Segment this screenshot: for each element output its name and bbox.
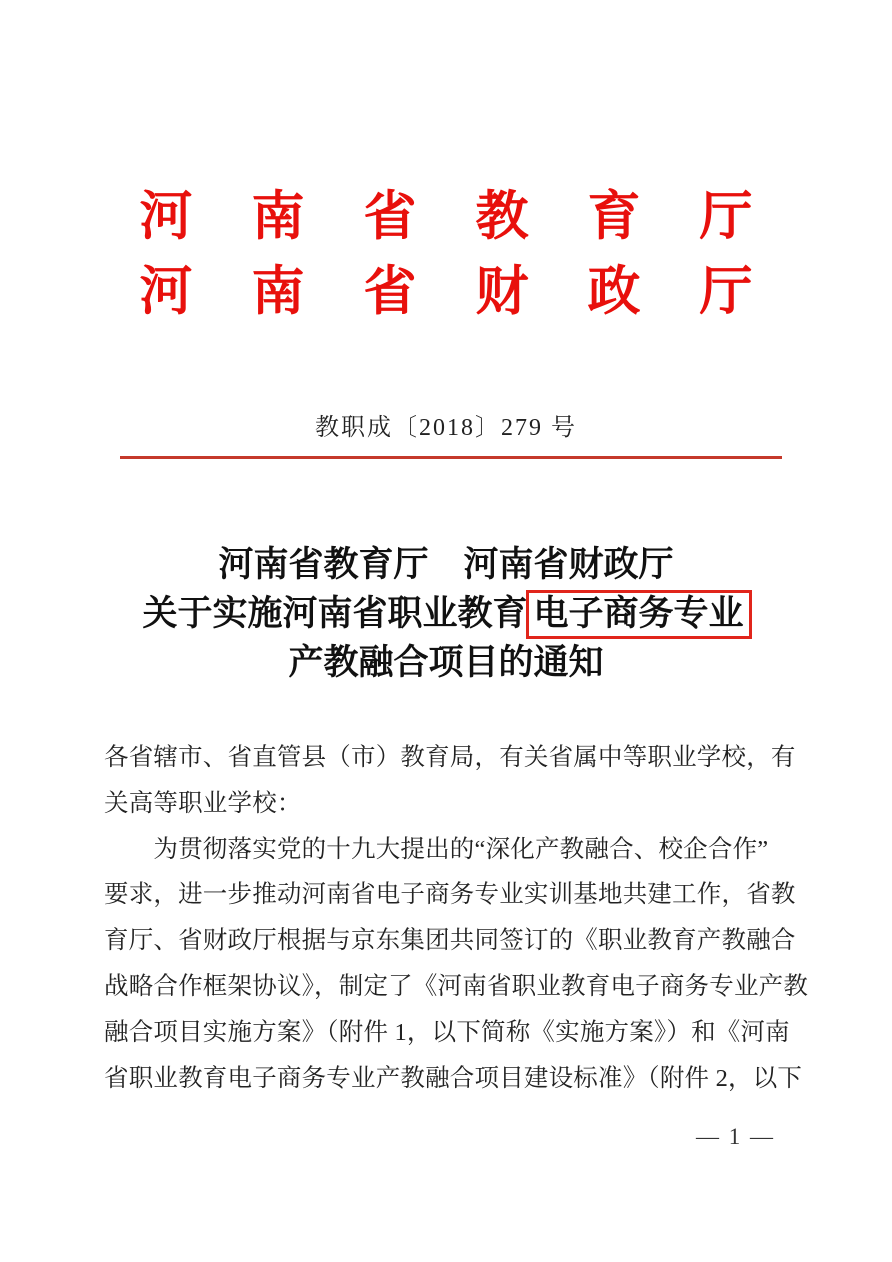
- title-line-2: [0, 589, 892, 638]
- page-number: — 1 —: [696, 1124, 775, 1149]
- document-title: [0, 540, 892, 687]
- title-highlight-box: 电子商务专业: [526, 590, 752, 639]
- body-line: 省职业教育电子商务专业产教融合项目建设标准》（附件 2，以下: [104, 1064, 803, 1092]
- agency-header: [0, 180, 892, 330]
- agency-name-line-2: 河南省财政厅: [139, 263, 812, 321]
- body-line: 融合项目实施方案》（附件 1，以下简称《实施方案》）和《河南: [104, 1018, 790, 1046]
- body-line: 各省辖市、省直管县（市）教育局，有关省属中等职业学校，有: [104, 744, 796, 771]
- body-line: 为贯彻落实党的十九大提出的“深化产教融合、校企合作”: [104, 835, 769, 863]
- agency-name-line-1: 河南省教育厅: [139, 188, 812, 246]
- document-body: [104, 735, 809, 1101]
- red-divider-line: [120, 456, 782, 459]
- title-line-3: 产教融合项目的通知: [288, 643, 604, 682]
- title-line-2-prefix: 关于实施河南省职业教育: [142, 594, 528, 633]
- title-line-1: 河南省教育厅 河南省财政厅: [218, 545, 674, 584]
- body-line: 育厅、省财政厅根据与京东集团共同签订的《职业教育产教融合: [104, 927, 796, 955]
- document-number: 教职成〔2018〕279 号: [315, 415, 577, 441]
- body-line: 战略合作框架协议》，制定了《河南省职业教育电子商务专业产教: [104, 972, 809, 1000]
- body-line: 要求，进一步推动河南省电子商务专业实训基地共建工作，省教: [104, 881, 796, 909]
- body-line: 关高等职业学校：: [104, 789, 302, 817]
